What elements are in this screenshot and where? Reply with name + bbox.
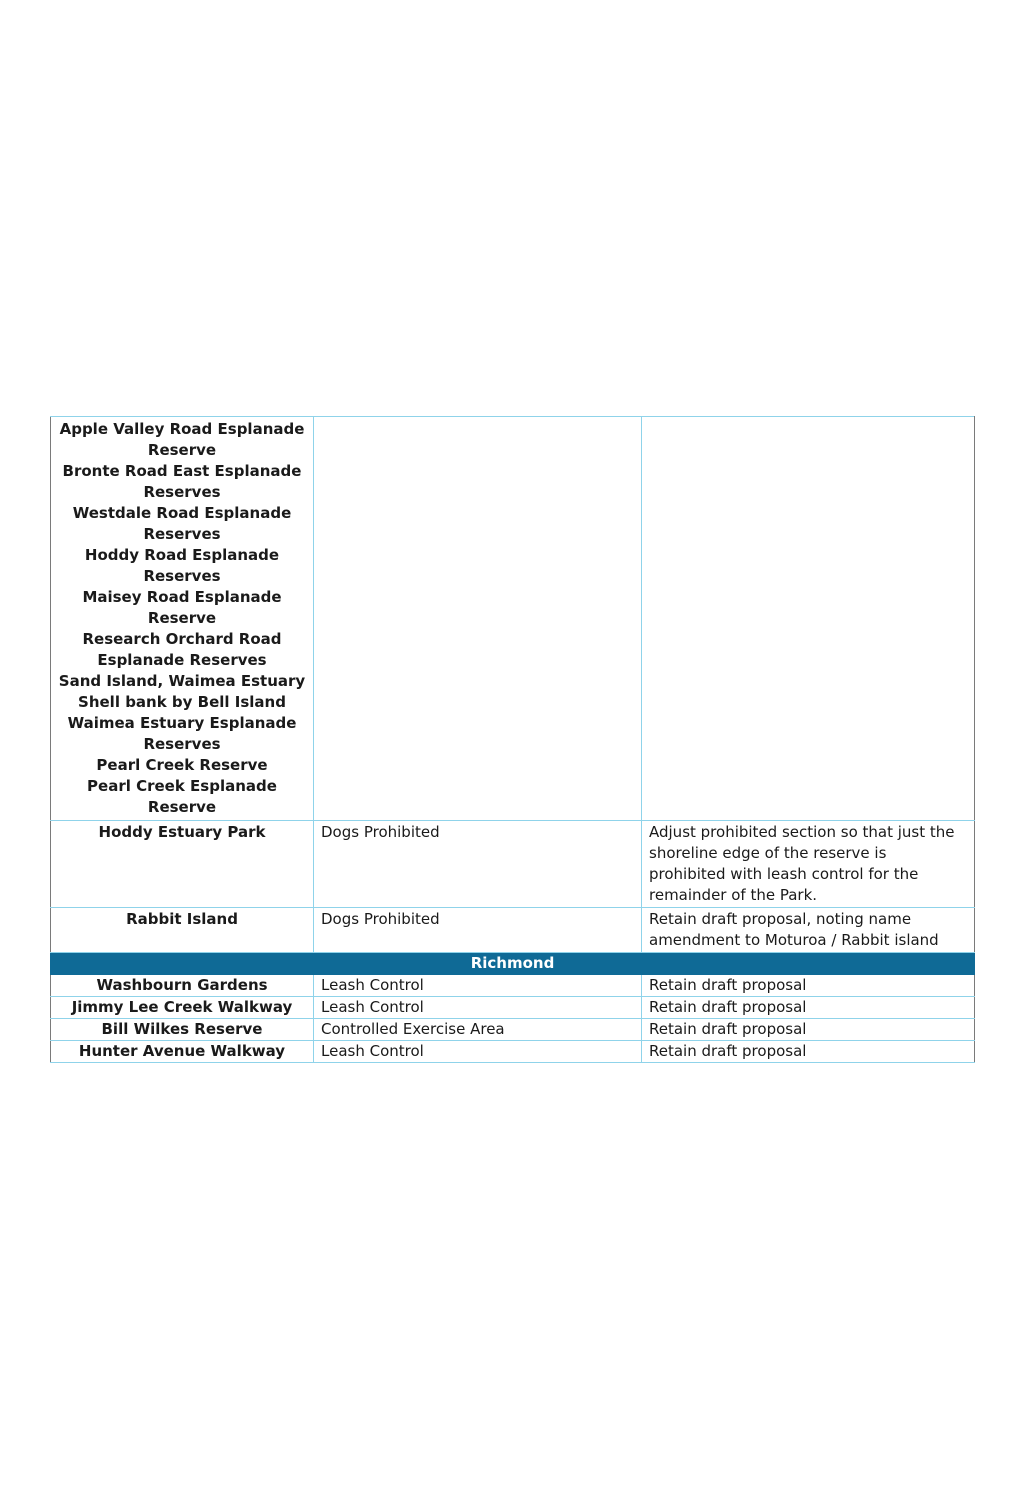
response-cell: Adjust prohibited section so that just the shoreline edge of the reserve is prohibited with leash control for the remainder of the Park. <box>642 821 975 908</box>
table-row <box>51 1019 975 1041</box>
reserve-name: Pearl Creek Esplanade Reserve <box>87 777 277 816</box>
reserve-name-cell: Hunter Avenue Walkway <box>51 1041 314 1063</box>
reserve-group-control-cell <box>314 417 642 821</box>
control-type-cell: Dogs Prohibited <box>314 908 642 953</box>
table-row <box>51 975 975 997</box>
reserve-name: Bronte Road East Esplanade Reserves <box>62 462 302 501</box>
reserve-name-cell: Washbourn Gardens <box>51 975 314 997</box>
reserve-name-cell: Bill Wilkes Reserve <box>51 1019 314 1041</box>
table-row <box>51 997 975 1019</box>
response-cell: Retain draft proposal, noting name amendment to Moturoa / Rabbit island <box>642 908 975 953</box>
section-header-richmond: Richmond <box>51 953 975 975</box>
control-type-cell: Leash Control <box>314 975 642 997</box>
response-cell: Retain draft proposal <box>642 1041 975 1063</box>
reserve-name-cell: Rabbit Island <box>51 908 314 953</box>
response-cell: Retain draft proposal <box>642 975 975 997</box>
reserve-name: Sand Island, Waimea Estuary <box>58 672 306 690</box>
reserve-name: Research Orchard Road Esplanade Reserves <box>82 630 282 669</box>
response-cell: Retain draft proposal <box>642 997 975 1019</box>
reserve-name: Shell bank by Bell Island <box>78 693 286 711</box>
table-row <box>51 1041 975 1063</box>
response-cell: Retain draft proposal <box>642 1019 975 1041</box>
reserve-name: Hoddy Road Esplanade Reserves <box>84 546 280 585</box>
reserve-name: Maisey Road Esplanade Reserve <box>82 588 282 627</box>
control-type-cell: Leash Control <box>314 1041 642 1063</box>
reserve-group-response-cell <box>642 417 975 821</box>
table-row <box>51 821 975 908</box>
reserve-name: Pearl Creek Reserve <box>96 756 268 774</box>
table-row-reserve-group <box>51 417 975 821</box>
control-type-cell: Leash Control <box>314 997 642 1019</box>
reserve-name-cell: Hoddy Estuary Park <box>51 821 314 908</box>
control-type-cell: Dogs Prohibited <box>314 821 642 908</box>
dog-control-table <box>50 416 975 1063</box>
reserve-name-cell: Jimmy Lee Creek Walkway <box>51 997 314 1019</box>
control-type-cell: Controlled Exercise Area <box>314 1019 642 1041</box>
dog-control-table-container <box>50 416 974 1063</box>
section-header-row <box>51 953 975 975</box>
reserve-name: Waimea Estuary Esplanade Reserves <box>67 714 297 753</box>
reserve-group-names-cell <box>51 417 314 821</box>
table-row <box>51 908 975 953</box>
reserve-name: Westdale Road Esplanade Reserves <box>72 504 292 543</box>
reserve-name: Apple Valley Road Esplanade Reserve <box>59 420 305 459</box>
